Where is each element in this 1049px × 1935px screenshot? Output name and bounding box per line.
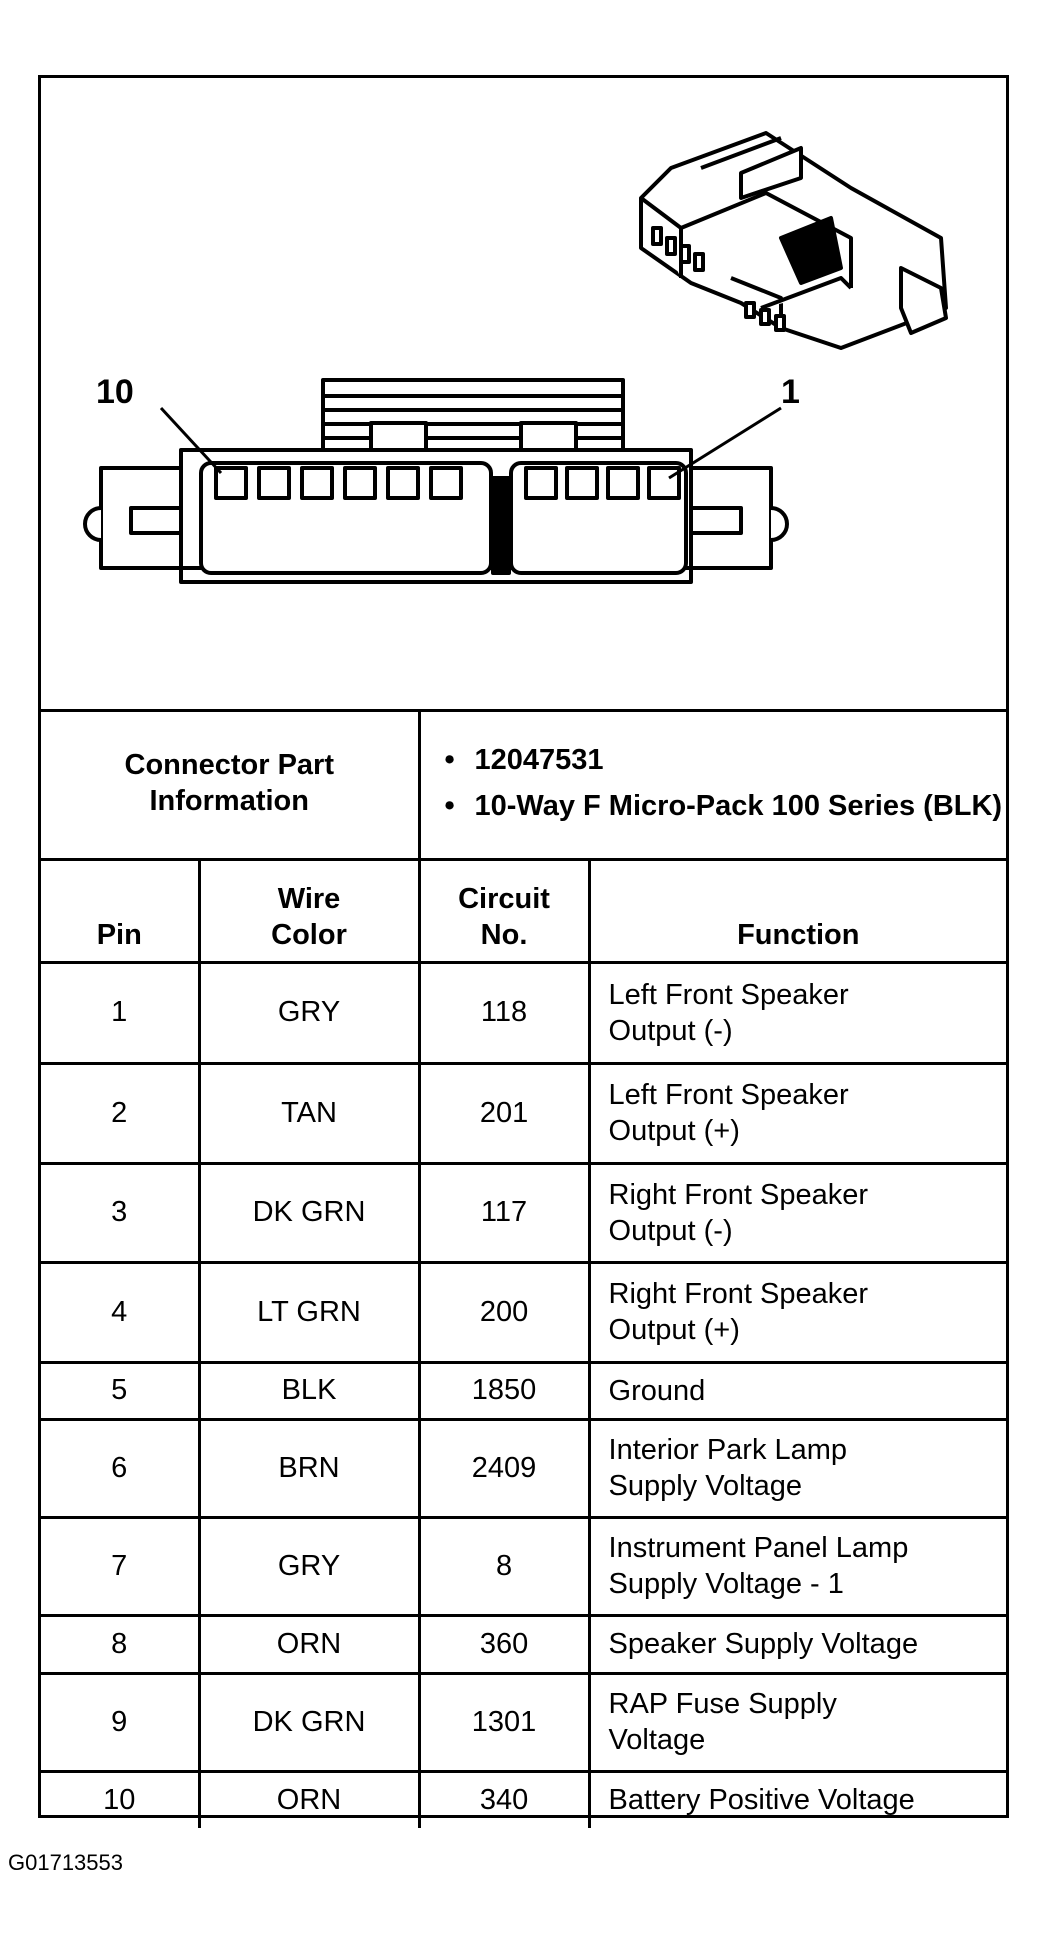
function-cell: Speaker Supply Voltage	[589, 1615, 1006, 1673]
pin-cell: 8	[41, 1615, 199, 1673]
function-cell: Left Front Speaker Output (-)	[589, 962, 1006, 1063]
pin-cell: 7	[41, 1517, 199, 1615]
function-cell: Left Front Speaker Output (+)	[589, 1063, 1006, 1163]
wire-color-cell: ORN	[199, 1615, 419, 1673]
wire-color-cell: BLK	[199, 1362, 419, 1419]
pin-cell: 6	[41, 1419, 199, 1517]
wire-color-cell: DK GRN	[199, 1163, 419, 1262]
connector-type: • 10-Way F Micro-Pack 100 Series (BLK)	[444, 790, 1003, 823]
wire-color-cell: DK GRN	[199, 1673, 419, 1771]
wire-color-cell: GRY	[199, 1517, 419, 1615]
pin-cell: 5	[41, 1362, 199, 1419]
table-row	[41, 1615, 1006, 1673]
connector-frame	[38, 75, 1009, 1818]
function-cell: RAP Fuse Supply Voltage	[589, 1673, 1006, 1771]
circuit-header: Circuit No.	[419, 859, 589, 962]
connector-3d-view	[641, 133, 946, 348]
circuit-cell: 2409	[419, 1419, 589, 1517]
function-cell: Ground	[589, 1362, 1006, 1419]
wire-color-cell: LT GRN	[199, 1262, 419, 1362]
pin-10-label: 10	[96, 373, 134, 411]
connector-info-row	[41, 709, 1006, 859]
pin-cell: 4	[41, 1262, 199, 1362]
function-cell: Battery Positive Voltage	[589, 1771, 1006, 1828]
pinout-table	[41, 709, 1006, 1828]
pin-cell: 3	[41, 1163, 199, 1262]
circuit-cell: 200	[419, 1262, 589, 1362]
table-row	[41, 1771, 1006, 1828]
circuit-cell: 118	[419, 962, 589, 1063]
pin-header: Pin	[41, 859, 199, 962]
wire-color-cell: GRY	[199, 962, 419, 1063]
circuit-cell: 117	[419, 1163, 589, 1262]
wire-color-cell: TAN	[199, 1063, 419, 1163]
table-row	[41, 1163, 1006, 1262]
function-cell: Right Front Speaker Output (-)	[589, 1163, 1006, 1262]
connector-front-view	[85, 380, 787, 582]
table-row	[41, 1419, 1006, 1517]
table-row	[41, 1362, 1006, 1419]
function-cell: Right Front Speaker Output (+)	[589, 1262, 1006, 1362]
circuit-cell: 1850	[419, 1362, 589, 1419]
pin-cell: 2	[41, 1063, 199, 1163]
table-row	[41, 1063, 1006, 1163]
pin-cell: 10	[41, 1771, 199, 1828]
header-row	[41, 859, 1006, 962]
wire-color-cell: ORN	[199, 1771, 419, 1828]
circuit-cell: 360	[419, 1615, 589, 1673]
connector-drawing	[41, 78, 1006, 709]
connector-part-information-value	[419, 709, 1006, 859]
table-row	[41, 1673, 1006, 1771]
circuit-cell: 8	[419, 1517, 589, 1615]
wire-color-cell: BRN	[199, 1419, 419, 1517]
circuit-cell: 1301	[419, 1673, 589, 1771]
circuit-cell: 201	[419, 1063, 589, 1163]
connector-part-information-label: Connector Part Information	[41, 709, 419, 859]
wire-color-header: Wire Color	[199, 859, 419, 962]
table-row	[41, 1262, 1006, 1362]
pin-cell: 1	[41, 962, 199, 1063]
table-row	[41, 1517, 1006, 1615]
pin-cell: 9	[41, 1673, 199, 1771]
circuit-cell: 340	[419, 1771, 589, 1828]
function-cell: Instrument Panel Lamp Supply Voltage - 1	[589, 1517, 1006, 1615]
function-cell: Interior Park Lamp Supply Voltage	[589, 1419, 1006, 1517]
pin-1-label: 1	[781, 373, 800, 411]
connector-diagram	[41, 78, 1006, 712]
table-row	[41, 962, 1006, 1063]
function-header: Function	[589, 859, 1006, 962]
part-number: • 12047531	[444, 744, 604, 777]
figure-code: G01713553	[8, 1850, 123, 1875]
